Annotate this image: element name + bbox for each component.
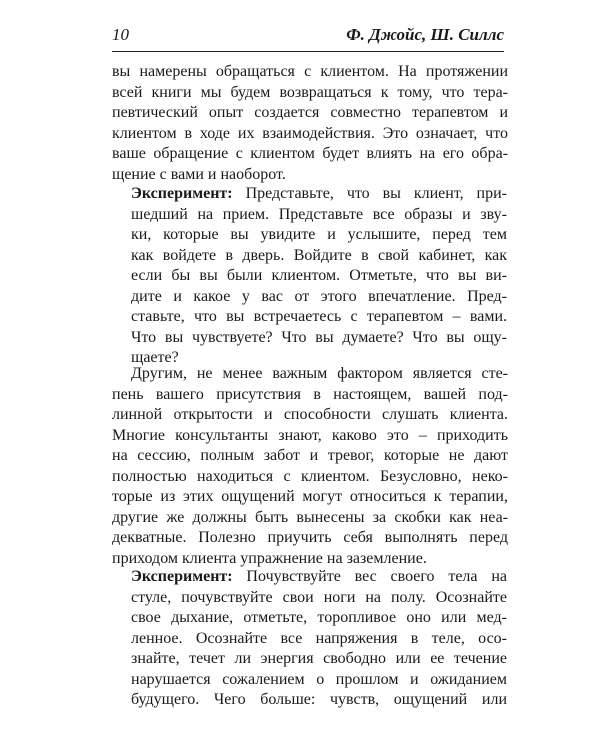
text-line: Что вы чувствуете? Что вы думаете? Что вы ощу- bbox=[131, 328, 507, 346]
text-line: на сессию, полным забот и тревог, которые не дают bbox=[112, 447, 508, 464]
text-line: ваше обращение с клиентом будет влиять на его обра- bbox=[112, 145, 508, 162]
text-line: стуле, почувствуйте свои ноги на полу. Осознайте bbox=[131, 588, 507, 606]
text-line: пень вашего присутствия в настоящем, вашей под- bbox=[112, 385, 508, 403]
experiment-block-2 bbox=[131, 567, 507, 711]
text-line: Другим, не менее важным фактором является сте- bbox=[131, 365, 508, 382]
text-line: другие же должны быть вынесены за скобки как неа- bbox=[112, 508, 508, 526]
text-line: Многие консультанты знают, каково это – приходить bbox=[112, 426, 508, 444]
paragraph-presence bbox=[112, 364, 508, 569]
text-line: приходом клиента упражнение на заземление. bbox=[112, 549, 427, 567]
text-line: линной открытости и способности слушать клиента. bbox=[112, 406, 508, 423]
text-line: всей книги мы будем возвращаться к тому, что тера- bbox=[112, 83, 508, 101]
experiment-label: Эксперимент: bbox=[131, 185, 233, 202]
text-line: полностью находиться с клиентом. Безусловно, неко- bbox=[112, 467, 508, 485]
text-line: будущего. Чего больше: чувств, ощущений или bbox=[131, 691, 507, 708]
text-fragment: Почувствуйте вес своего тела на bbox=[232, 568, 507, 585]
running-title: Ф. Джойс, Ш. Силлс bbox=[346, 25, 504, 44]
running-header bbox=[112, 24, 504, 46]
text-line: знайте, течет ли энергия свободно или ее течение bbox=[131, 650, 507, 667]
text-line: певтический опыт создается совместно терапевтом и bbox=[112, 104, 508, 121]
experiment-first-line bbox=[131, 567, 507, 588]
experiment-block-1 bbox=[131, 184, 507, 369]
text-line: ки, которые вы увидите и услышите, перед тем bbox=[131, 226, 507, 243]
header-rule bbox=[112, 51, 504, 52]
paragraph-intro bbox=[112, 62, 508, 185]
experiment-label: Эксперимент: bbox=[131, 568, 233, 585]
text-line: дите и какое у вас от этого впечатление. Пред- bbox=[131, 287, 507, 305]
text-line: щаете? bbox=[131, 349, 179, 366]
text-line: щение с вами и наоборот. bbox=[112, 165, 286, 183]
page-number: 10 bbox=[112, 25, 129, 44]
text-line: вы намерены обращаться с клиентом. На протяжении bbox=[112, 63, 508, 80]
text-fragment: Представьте, что вы клиент, при- bbox=[232, 185, 507, 202]
text-line: клиентом в ходе их взаимодействия. Это означает, что bbox=[112, 124, 508, 142]
text-line: ленное. Осознайте все напряжения в теле, осо- bbox=[131, 629, 507, 647]
text-line: шедший на прием. Представьте все образы и зву- bbox=[131, 205, 507, 223]
text-line: как войдете в дверь. Войдите в свой кабинет, как bbox=[131, 246, 507, 264]
experiment-first-line bbox=[131, 184, 507, 205]
text-line: нарушается сожалением о прошлом и ожиданием bbox=[131, 670, 507, 688]
text-line: ставьте, что вы встречаетесь с терапевтом – вами. bbox=[131, 308, 507, 325]
text-line: если бы вы были клиентом. Отметьте, что вы ви- bbox=[131, 267, 507, 284]
text-line: декватные. Полезно приучить себя выполнять перед bbox=[112, 529, 508, 546]
text-line: торые из этих ощущений могут относиться к терапии, bbox=[112, 488, 508, 505]
text-line: свое дыхание, отметьте, торопливое оно или мед- bbox=[131, 609, 507, 626]
